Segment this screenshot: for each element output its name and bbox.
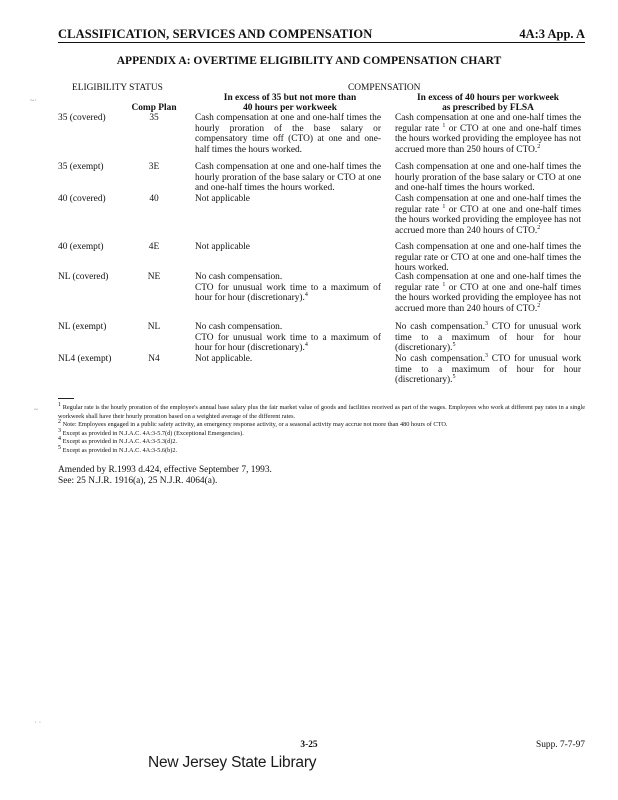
cell-text: or CTO at one and one-half times the hours worked providing the employee has not accrued more than 250 hours of CTO. bbox=[395, 123, 581, 155]
cell-line: No cash compensation. bbox=[195, 272, 283, 282]
footnote-ref: 1 bbox=[442, 281, 446, 288]
cell-text: Cash compensation at one and one-half times the hourly proration of the base salary or CTO at one and one-half times the hours worked. bbox=[395, 162, 581, 194]
footnote-ref: 3 bbox=[485, 352, 489, 359]
cell-line bbox=[195, 283, 381, 304]
scan-mark: ~ bbox=[34, 405, 39, 414]
cell-text: CTO for unusual work time to a maximum of hour for hour (discretionary). bbox=[395, 322, 582, 354]
col1-header bbox=[196, 93, 384, 113]
footnote-ref: 5 bbox=[452, 342, 456, 349]
compensation-35-40-cell: Not applicable bbox=[195, 242, 250, 252]
comp-plan-cell: 3E bbox=[148, 162, 160, 172]
compensation-35-40-cell: Cash compensation at one and one-half times the hourly proration of the base salary or CTO at one and one-half times the hours worked. bbox=[195, 162, 381, 194]
eligibility-status-cell: 40 (covered) bbox=[58, 194, 106, 204]
footnote-marker: 2 bbox=[58, 419, 61, 426]
cell-text: Cash compensation at one and one-half times the regular rate bbox=[395, 272, 581, 293]
col2-header-line: as prescribed by FLSA bbox=[442, 103, 534, 113]
scan-mark: · · bbox=[34, 718, 42, 727]
footnote-marker: 1 bbox=[58, 401, 61, 408]
compensation-flsa-cell bbox=[395, 242, 581, 274]
library-stamp: New Jersey State Library bbox=[148, 754, 317, 771]
footnote-text: Note: Employees engaged in a public safety activity, an emergency response activity, or a seasonal activity may accrue not more than 480 hours of CTO. bbox=[62, 421, 448, 429]
cell-text: or CTO at one and one-half times the hours worked providing the employee has not accrued more than 240 hours of CTO. bbox=[395, 204, 581, 236]
header-rule bbox=[58, 42, 585, 43]
footnote-ref: 4 bbox=[304, 342, 308, 349]
col1-header-line: 40 hours per workweek bbox=[243, 103, 337, 113]
comp-plan-cell: 35 bbox=[149, 113, 159, 123]
compensation-flsa-cell bbox=[395, 272, 581, 314]
cell-text: Cash compensation at one and one-half times the regular rate bbox=[395, 113, 581, 134]
page-number: 3-25 bbox=[300, 740, 318, 750]
compensation-flsa-cell bbox=[395, 194, 581, 236]
compensation-flsa-cell bbox=[395, 113, 581, 155]
scan-mark: ~· bbox=[30, 96, 37, 105]
appendix-title: APPENDIX A: OVERTIME ELIGIBILITY AND COMPENSATION CHART bbox=[116, 55, 502, 67]
compensation-35-40-cell bbox=[195, 322, 381, 354]
comp-plan-cell: NE bbox=[147, 272, 161, 282]
footnote-2 bbox=[58, 421, 585, 430]
cell-line: No cash compensation. bbox=[195, 322, 283, 332]
footnote-ref: 1 bbox=[442, 122, 446, 129]
cell-text: or CTO at one and one-half times the hours worked providing the employee has not accrued more than 240 hours of CTO. bbox=[395, 282, 581, 314]
amendment-line: See: 25 N.J.R. 1916(a), 25 N.J.R. 4064(a). bbox=[58, 475, 218, 486]
cell-text: No cash compensation. bbox=[395, 354, 486, 364]
footnote-ref: 4 bbox=[304, 292, 308, 299]
footnote-ref: 5 bbox=[452, 374, 456, 381]
col2-header bbox=[395, 93, 581, 113]
compensation-header: COMPENSATION bbox=[348, 83, 421, 93]
compensation-35-40-cell: Not applicable bbox=[195, 194, 250, 204]
footnote-text: Regular rate is the hourly proration of the employee's annual base salary plus the fair market value of goods and facilities received as part of the wages. Employees who work at different pay rates in a single workweek shall have their hourly proration based on a weighted average of the different rates. bbox=[58, 404, 586, 420]
eligibility-status-header: ELIGIBILITY STATUS bbox=[72, 83, 163, 93]
comp-plan-cell: NL bbox=[147, 322, 161, 332]
cell-text: Cash compensation at one and one-half times the regular rate bbox=[395, 194, 581, 215]
eligibility-status-cell: NL (covered) bbox=[58, 272, 109, 282]
footnote-text: Except as provided in N.J.A.C. 4A:3-5.7(d) (Exceptional Emergencies). bbox=[62, 429, 244, 437]
compensation-35-40-cell bbox=[195, 272, 381, 304]
compensation-flsa-cell bbox=[395, 162, 581, 194]
comp-plan-header: Comp Plan bbox=[131, 103, 177, 113]
amendment-note bbox=[58, 465, 272, 486]
footnote-ref: 2 bbox=[537, 143, 541, 150]
col1-header-line: In excess of 35 but not more than bbox=[223, 93, 357, 103]
eligibility-status-cell: NL (exempt) bbox=[58, 322, 107, 332]
cell-line-text: CTO for unusual work time to a maximum of hour for hour (discretionary). bbox=[195, 282, 381, 304]
compensation-35-40-cell: Not applicable. bbox=[195, 354, 253, 364]
amendment-line: Amended by R.1993 d.424, effective September 7, 1993. bbox=[58, 465, 272, 475]
eligibility-status-cell: NL4 (exempt) bbox=[58, 354, 112, 364]
footnotes bbox=[58, 401, 586, 456]
comp-plan-cell: 4E bbox=[148, 242, 160, 252]
cell-text: No cash compensation. bbox=[395, 322, 486, 332]
cell-line bbox=[195, 333, 381, 354]
footnote-5 bbox=[58, 444, 585, 456]
footnote-1 bbox=[58, 401, 586, 421]
eligibility-status-cell: 35 (exempt) bbox=[58, 162, 104, 172]
footnote-4 bbox=[58, 438, 585, 447]
cell-text: Cash compensation at one and one-half times the regular rate or CTO at one and one-half times the hours worked. bbox=[395, 242, 581, 274]
compensation-flsa-cell bbox=[395, 322, 581, 354]
comp-plan-cell: N4 bbox=[148, 354, 160, 364]
eligibility-status-cell: 40 (exempt) bbox=[58, 242, 104, 252]
running-header-title: CLASSIFICATION, SERVICES AND COMPENSATION bbox=[58, 27, 373, 41]
footnote-ref: 1 bbox=[442, 203, 446, 210]
compensation-flsa-cell bbox=[395, 354, 581, 386]
running-header-section: 4A:3 App. A bbox=[519, 27, 585, 41]
footnote-ref: 2 bbox=[537, 224, 541, 231]
footnote-marker: 5 bbox=[58, 444, 61, 451]
compensation-35-40-cell: Cash compensation at one and one-half times the hourly proration of the base salary or compensatory time off (CTO) at one and one-half times the hours worked. bbox=[195, 113, 381, 155]
footnote-marker: 4 bbox=[58, 436, 61, 443]
footnote-marker: 3 bbox=[58, 427, 61, 434]
footnote-text: Except as provided in N.J.A.C. 4A:3-5.3(d)2. bbox=[62, 438, 178, 446]
footnote-ref: 2 bbox=[537, 302, 541, 309]
footnote-rule bbox=[58, 398, 74, 399]
col2-header-line: In excess of 40 hours per workweek bbox=[416, 93, 559, 103]
supplement-date: Supp. 7-7-97 bbox=[536, 740, 585, 750]
footnote-ref: 3 bbox=[485, 320, 489, 327]
footnote-text: Except as provided in N.J.A.C. 4A:3-5.6(b)2. bbox=[62, 446, 178, 454]
eligibility-status-cell: 35 (covered) bbox=[58, 113, 106, 123]
comp-plan-cell: 40 bbox=[149, 194, 159, 204]
cell-text: CTO for unusual work time to a maximum of hour for hour (discretionary). bbox=[395, 354, 582, 386]
cell-line-text: CTO for unusual work time to a maximum of hour for hour (discretionary). bbox=[195, 332, 381, 354]
